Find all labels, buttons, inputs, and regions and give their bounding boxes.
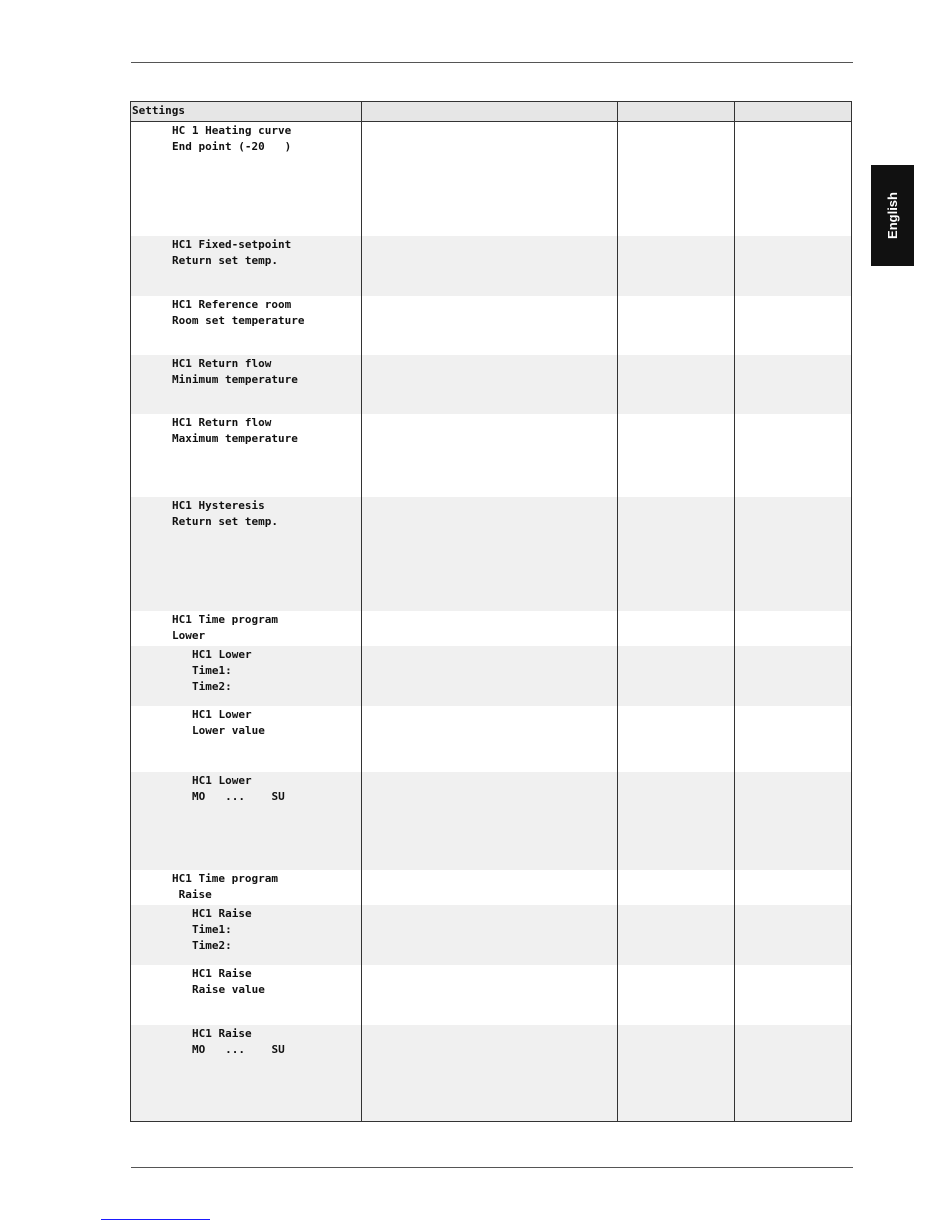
setting-label-line: Time2: bbox=[192, 680, 232, 693]
setting-label-line: HC1 Return flow bbox=[172, 416, 272, 429]
setting-label bbox=[172, 612, 278, 644]
setting-label-line: HC1 Raise bbox=[192, 1027, 252, 1040]
setting-label-line: HC1 Lower bbox=[192, 648, 252, 661]
language-tab-label: English bbox=[885, 192, 901, 239]
setting-label-line: HC1 Raise bbox=[192, 967, 252, 980]
setting-label-line: Time1: bbox=[192, 664, 232, 677]
setting-label-line: MO ... SU bbox=[192, 1043, 285, 1056]
setting-label bbox=[192, 647, 252, 695]
table-row bbox=[131, 355, 851, 414]
footer-rule bbox=[131, 1167, 853, 1168]
table-row bbox=[131, 706, 851, 772]
table-row bbox=[131, 905, 851, 965]
setting-label-line: Minimum temperature bbox=[172, 373, 298, 386]
column-divider bbox=[734, 102, 735, 1121]
setting-label-line: End point (-20 ) bbox=[172, 140, 292, 153]
table-row bbox=[131, 965, 851, 1025]
setting-label-line: HC1 Time program bbox=[172, 872, 278, 885]
setting-label-line: Lower value bbox=[192, 724, 265, 737]
table-row bbox=[131, 870, 851, 905]
setting-label-line: HC 1 Heating curve bbox=[172, 124, 292, 137]
setting-label-line: HC1 Lower bbox=[192, 708, 252, 721]
setting-label bbox=[192, 966, 265, 998]
setting-label-line: HC1 Time program bbox=[172, 613, 278, 626]
table-row bbox=[131, 611, 851, 646]
column-divider bbox=[617, 102, 618, 1121]
table-row bbox=[131, 236, 851, 296]
setting-label-line: HC1 Raise bbox=[192, 907, 252, 920]
table-row bbox=[131, 497, 851, 611]
setting-label bbox=[172, 871, 278, 903]
setting-label-line: Raise bbox=[172, 888, 212, 901]
language-tab bbox=[871, 165, 914, 266]
setting-label-line: Maximum temperature bbox=[172, 432, 298, 445]
page-link-underline bbox=[101, 1219, 210, 1220]
setting-label bbox=[192, 707, 265, 739]
settings-column-header: Settings bbox=[132, 104, 185, 117]
setting-label-line: Time1: bbox=[192, 923, 232, 936]
setting-label-line: Time2: bbox=[192, 939, 232, 952]
setting-label-line: MO ... SU bbox=[192, 790, 285, 803]
setting-label bbox=[172, 123, 291, 155]
setting-label bbox=[172, 415, 298, 447]
table-row bbox=[131, 414, 851, 497]
table-row bbox=[131, 646, 851, 706]
setting-label-line: HC1 Lower bbox=[192, 774, 252, 787]
setting-label bbox=[172, 498, 278, 530]
setting-label bbox=[172, 237, 291, 269]
settings-table bbox=[130, 101, 852, 1122]
setting-label-line: HC1 Reference room bbox=[172, 298, 292, 311]
setting-label bbox=[192, 773, 285, 805]
setting-label bbox=[192, 906, 252, 954]
setting-label-line: Return set temp. bbox=[172, 515, 278, 528]
setting-label bbox=[172, 297, 304, 329]
setting-label-line: HC1 Hysteresis bbox=[172, 499, 265, 512]
setting-label-line: HC1 Return flow bbox=[172, 357, 272, 370]
setting-label-line: Return set temp. bbox=[172, 254, 278, 267]
column-divider bbox=[361, 102, 362, 1121]
setting-label-line: HC1 Fixed-setpoint bbox=[172, 238, 292, 251]
setting-label bbox=[172, 356, 298, 388]
setting-label bbox=[192, 1026, 285, 1058]
header-rule bbox=[131, 62, 853, 63]
table-row bbox=[131, 296, 851, 355]
setting-label-line: Room set temperature bbox=[172, 314, 305, 327]
setting-label-line: Raise value bbox=[192, 983, 265, 996]
setting-label-line: Lower bbox=[172, 629, 206, 642]
table-header bbox=[131, 102, 851, 122]
table-row bbox=[131, 1025, 851, 1121]
table-row bbox=[131, 122, 851, 236]
table-row bbox=[131, 772, 851, 870]
